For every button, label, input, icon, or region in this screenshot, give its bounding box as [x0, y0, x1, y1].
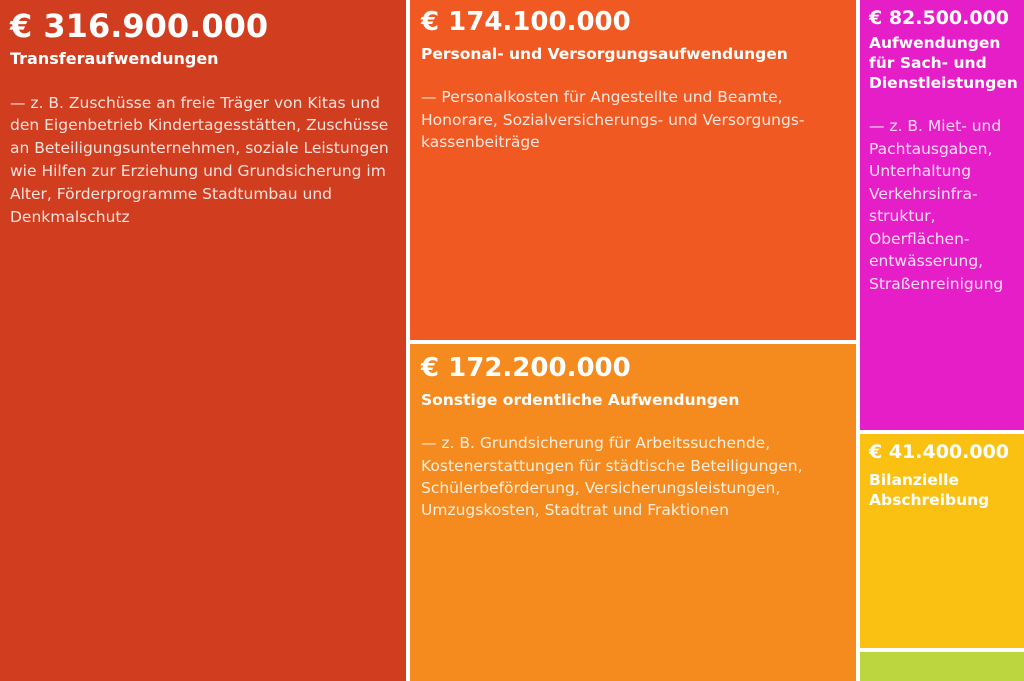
tile-abschreibung [860, 434, 1024, 648]
tile-description: — z. B. Miet- und Pachtausgaben, Unterhaltung Verkehrsinfra-struktur, Oberflächen-entwässerung, Straßenreinigung [869, 117, 1004, 293]
tile-sonstige-aufwendungen [410, 344, 856, 681]
tile-amount: € 316.900.000 [10, 7, 269, 45]
tile-label: Sonstige ordentliche Aufwendungen [421, 390, 740, 409]
tile-amount: € 41.400.000 [869, 441, 1010, 463]
tile-label: Transferaufwendungen [10, 48, 219, 68]
tile-transferaufwendungen [0, 0, 406, 681]
tile-personalaufwendungen [410, 0, 856, 340]
tile-label: Bilanzielle Abschreibung [869, 470, 990, 509]
tile-description: — Personalkosten für Angestellte und Beamte, Honorare, Sozialversicherungs- und Versorgungs-kassenbeiträge [421, 88, 805, 151]
tile-label: Personal- und Versorgungsaufwendungen [421, 44, 788, 63]
tile-label: Aufwendungen für Sach- und Dienstleistungen [869, 33, 1018, 93]
tile-amount: € 82.500.000 [869, 7, 1010, 29]
tile-unlabeled [860, 652, 1024, 681]
tile-description: — z. B. Grundsicherung für Arbeitssuchende, Kostenerstattungen für städtische Beteiligungen, Schülerbeförderung, Versicherungsleistungen, Umzugskosten, Stadtrat und Fraktionen [421, 434, 803, 520]
tile-description: — z. B. Zuschüsse an freie Träger von Kitas und den Eigenbetrieb Kindertagesstätten, Zuschüsse an Beteiligungsunternehmen, soziale Leistungen wie Hilfen zur Erziehung und Grundsicherung im Alter, Förderprogramme Stadtumbau und Denkmalschutz [10, 93, 389, 226]
tile-amount: € 172.200.000 [421, 353, 631, 383]
tile-amount: € 174.100.000 [421, 7, 631, 37]
tile-sach-dienstleistungen [860, 0, 1024, 430]
